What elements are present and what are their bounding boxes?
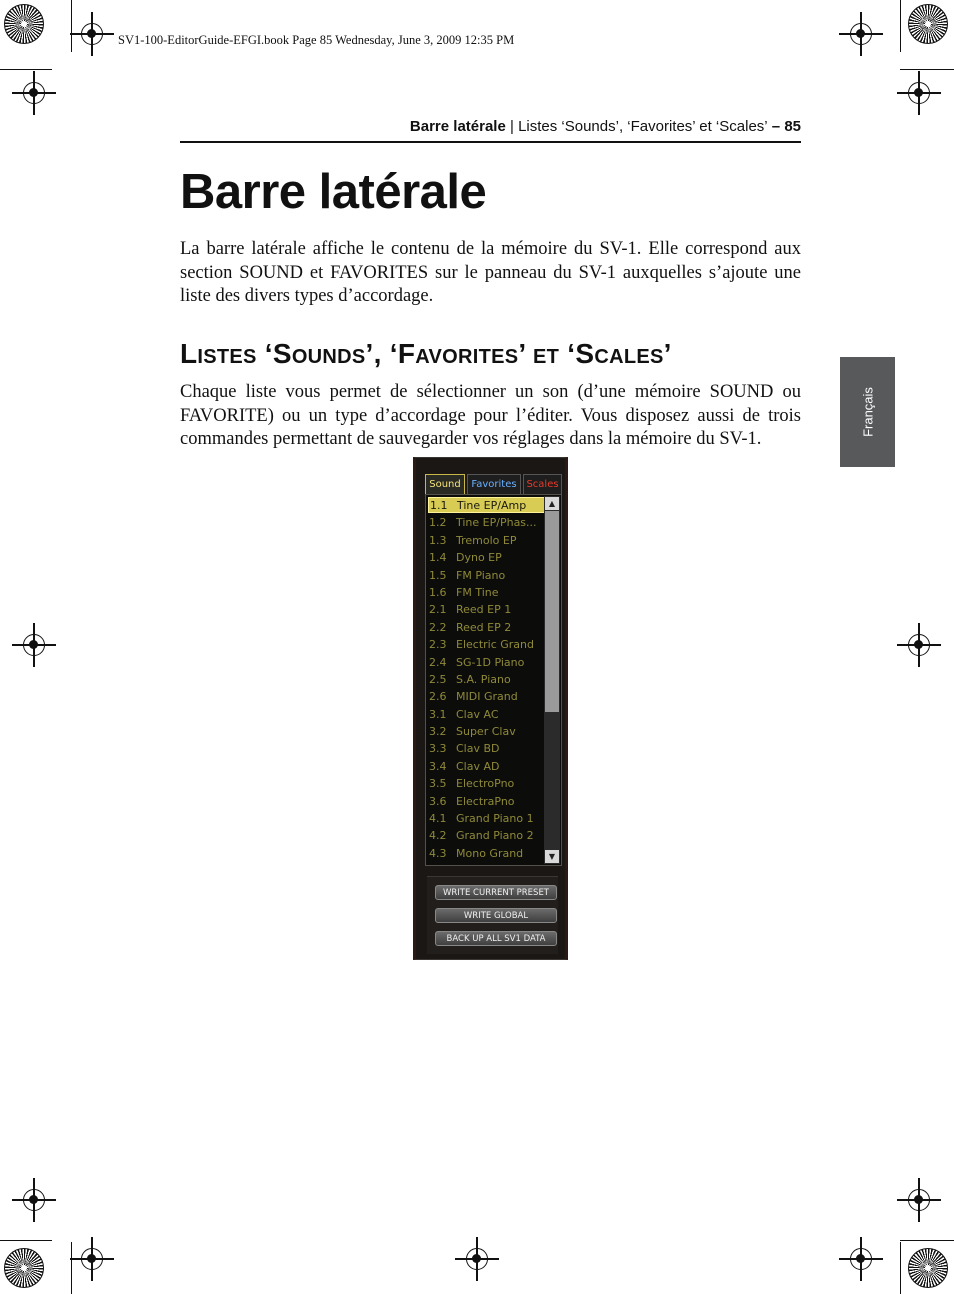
list-item-name: S.A. Piano [456, 672, 511, 686]
list-item[interactable] [428, 601, 545, 618]
registration-mark-right-middle [908, 634, 930, 656]
list-item-number: 1.4 [429, 551, 447, 565]
list-item-number: 2.1 [429, 603, 447, 617]
list-item-name: FM Tine [456, 585, 499, 599]
list-item-name: Clav BD [456, 742, 500, 756]
list-item[interactable] [428, 740, 545, 757]
write-global-button[interactable]: WRITE GLOBAL [435, 908, 557, 923]
list-item-number: 3.5 [429, 777, 447, 791]
header-dash: – [767, 118, 785, 135]
registration-starburst-bottom-right [908, 1248, 948, 1288]
list-item[interactable] [428, 845, 545, 862]
list-item[interactable] [428, 827, 545, 844]
registration-mark-right-upper [908, 82, 930, 104]
list-item-name: Clav AD [456, 759, 500, 773]
list-item-name: FM Piano [456, 568, 506, 582]
page-title: Barre latérale [180, 165, 487, 219]
list-item[interactable] [428, 514, 545, 531]
list-item[interactable] [428, 671, 545, 688]
list-item[interactable] [428, 636, 545, 653]
list-item-name: ElectroPno [456, 777, 515, 791]
list-item-name: Tine EP/Phas... [456, 516, 537, 530]
tab-favorites[interactable]: Favorites [467, 474, 521, 494]
running-header [180, 118, 801, 135]
list-item-name: Tremolo EP [456, 533, 517, 547]
list-item-name: Super Clav [456, 725, 516, 739]
list-item-number: 1.1 [430, 499, 448, 512]
list-item-number: 2.4 [429, 655, 447, 669]
list-item-name: SG-1D Piano [456, 655, 525, 669]
registration-starburst-top-left [4, 4, 44, 44]
list-item[interactable] [428, 706, 545, 723]
page-number: 85 [784, 118, 801, 135]
write-current-preset-button[interactable]: WRITE CURRENT PRESET [435, 885, 557, 900]
registration-mark-top-right [850, 23, 872, 45]
slug-line: SV1-100-EditorGuide-EFGI.book Page 85 Wednesday, June 3, 2009 12:35 PM [118, 33, 515, 47]
tab-scales[interactable]: Scales [523, 474, 562, 494]
list-item[interactable] [428, 584, 545, 601]
registration-mark-bottom-left [81, 1248, 103, 1270]
registration-mark-left-middle [23, 634, 45, 656]
registration-mark-right-lower [908, 1189, 930, 1211]
list-item-number: 2.5 [429, 672, 447, 686]
list-item[interactable] [428, 688, 545, 705]
list-item[interactable] [428, 549, 545, 566]
sound-list[interactable] [425, 494, 562, 866]
list-item[interactable] [428, 497, 545, 513]
language-tab-label: Français [860, 387, 875, 437]
list-item[interactable] [428, 775, 545, 792]
language-tab [840, 357, 895, 467]
list-item-number: 3.6 [429, 794, 447, 808]
crop-mark [0, 1240, 52, 1241]
sidebar-screenshot [413, 457, 568, 960]
intro-paragraph: La barre latérale affiche le contenu de la mémoire du SV-1. Elle correspond aux section SOUND et FAVORITES sur le panneau du SV-1 auxquelles s’ajoute une liste des divers types d’accordage. [180, 239, 801, 306]
section-paragraph: Chaque liste vous permet de sélectionner un son (d’une mémoire SOUND ou FAVORITE) ou un type d’accordage pour l’éditer. Vous disposez aussi de trois commandes permettant de sauvegarder vos réglages dans la mémoire du SV-1. [180, 382, 801, 449]
list-item[interactable] [428, 532, 545, 549]
registration-mark-bottom-right [850, 1248, 872, 1270]
list-item-number: 4.1 [429, 812, 447, 826]
list-item-number: 3.1 [429, 707, 447, 721]
list-item-name: Tine EP/Amp [457, 499, 527, 512]
sidebar-tabs [425, 474, 562, 494]
list-item-name: ElectraPno [456, 794, 515, 808]
list-item-number: 1.2 [429, 516, 447, 530]
list-item-number: 1.6 [429, 585, 447, 599]
list-item-name: Electric Grand [456, 638, 534, 652]
crop-mark [900, 1240, 954, 1241]
list-item-name: Dyno EP [456, 551, 502, 565]
header-section: Barre latérale [409, 118, 506, 135]
crop-mark [0, 69, 52, 70]
list-item-name: Reed EP 2 [456, 620, 512, 634]
sound-list-items [428, 497, 545, 862]
crop-mark [71, 0, 72, 52]
list-item[interactable] [428, 723, 545, 740]
list-item-name: Mono Grand [456, 846, 524, 860]
list-item-number: 3.2 [429, 725, 447, 739]
crop-mark [900, 1242, 901, 1294]
crop-mark [71, 1242, 72, 1294]
list-item-number: 2.3 [429, 638, 447, 652]
list-scrollbar[interactable] [544, 496, 560, 864]
crop-mark [900, 0, 901, 52]
header-separator: | [505, 118, 519, 135]
crop-mark [900, 69, 954, 70]
scroll-thumb[interactable] [545, 511, 559, 712]
list-item[interactable] [428, 654, 545, 671]
header-rule [180, 141, 801, 143]
list-item-name: Clav AC [456, 707, 499, 721]
list-item-name: Grand Piano 2 [456, 829, 534, 843]
registration-mark-top-left [81, 23, 103, 45]
list-item-number: 3.4 [429, 759, 447, 773]
list-item-number: 4.2 [429, 829, 447, 843]
list-item-number: 3.3 [429, 742, 447, 756]
tab-sound[interactable]: Sound [425, 474, 465, 494]
registration-mark-left-lower [23, 1189, 45, 1211]
list-item[interactable] [428, 810, 545, 827]
list-item-number: 1.3 [429, 533, 447, 547]
scroll-down-icon[interactable]: ▼ [545, 850, 559, 863]
list-item-number: 4.3 [429, 846, 447, 860]
list-item-name: Reed EP 1 [456, 603, 512, 617]
memory-buttons-panel [427, 876, 558, 954]
list-item-name: Grand Piano 1 [456, 812, 534, 826]
header-subsection: Listes ‘Sounds’, ‘Favorites’ et ‘Scales’ [518, 118, 768, 135]
scroll-up-icon[interactable]: ▲ [545, 497, 559, 510]
list-item-number: 1.5 [429, 568, 447, 582]
section-heading: Listes ‘Sounds’, ‘Favorites’ et ‘Scales’ [180, 338, 672, 369]
list-item[interactable] [428, 793, 545, 810]
registration-starburst-bottom-left [4, 1248, 44, 1288]
list-item-number: 2.6 [429, 690, 447, 704]
registration-mark-bottom-center [466, 1248, 488, 1270]
list-item-name: MIDI Grand [456, 690, 518, 704]
registration-mark-left-upper [23, 82, 45, 104]
list-item[interactable] [428, 567, 545, 584]
list-item-number: 2.2 [429, 620, 447, 634]
sidebar-panel [421, 466, 562, 953]
back-up-all-button[interactable]: BACK UP ALL SV1 DATA [435, 931, 557, 946]
list-item[interactable] [428, 758, 545, 775]
registration-starburst-top-right [908, 4, 948, 44]
list-item[interactable] [428, 619, 545, 636]
